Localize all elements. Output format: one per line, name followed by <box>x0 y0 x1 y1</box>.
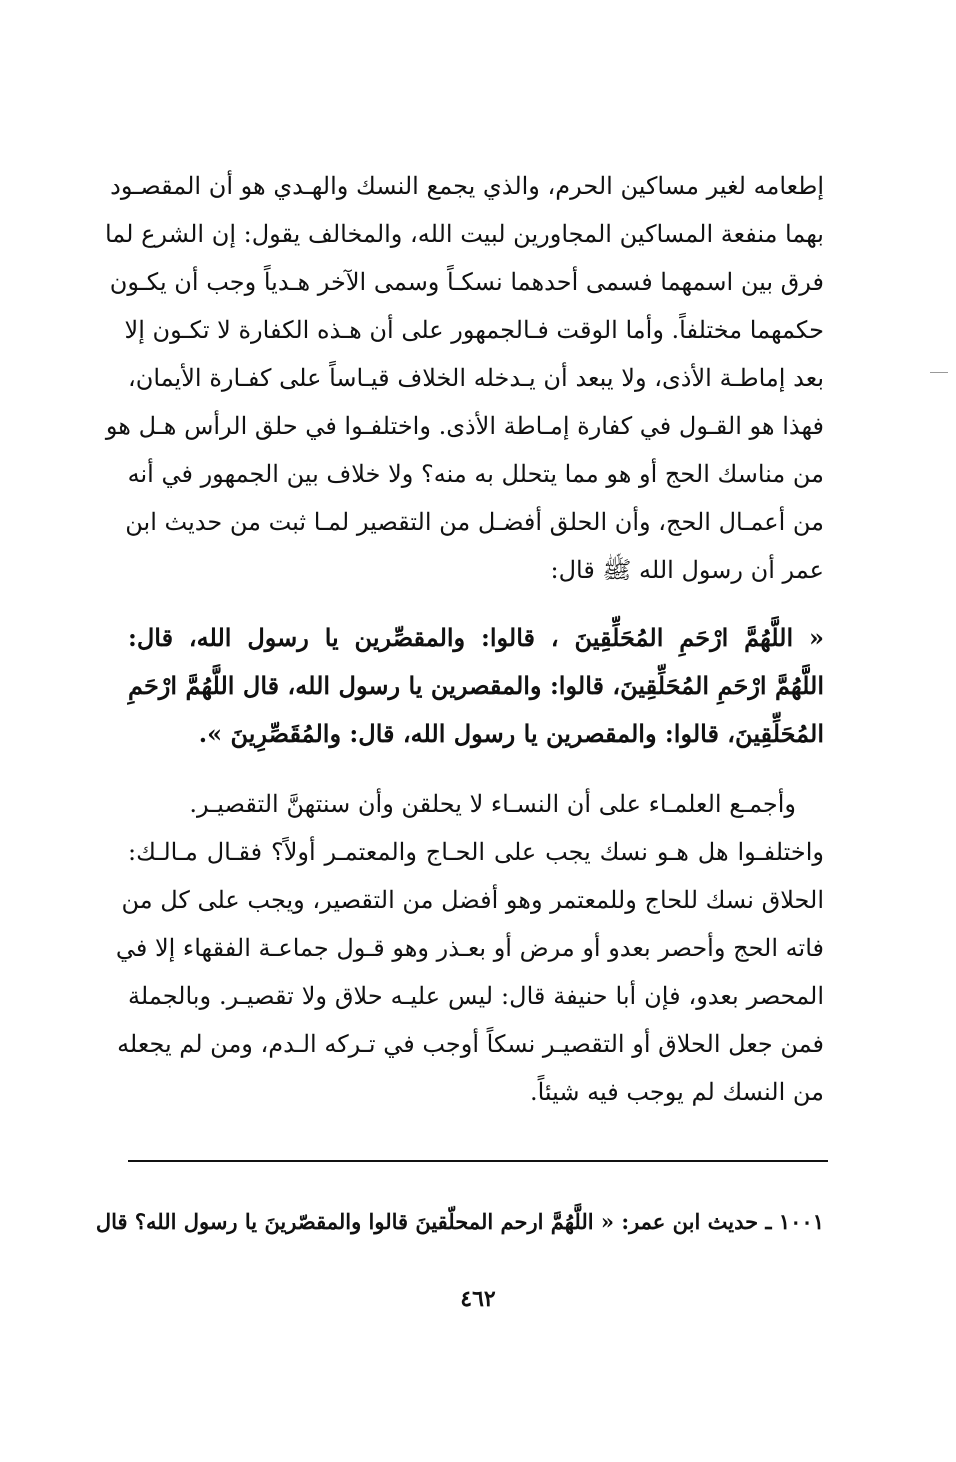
text-line: حكمهما مختلفاً. وأما الوقت فـالجمهور على أن هـذه الكفارة لا تكـون إلا <box>124 316 824 344</box>
body-paragraph-2 <box>115 780 824 1116</box>
text-line: من النسك لم يوجب فيه شيئاً. <box>529 1078 824 1106</box>
text-line: إطعامه لغير مساكين الحرم، والذي يجمع النسك والهـدي هو أن المقصـود <box>110 172 824 200</box>
text-line: بهما منفعة المساكين المجاورين لبيت الله، والمخالف يقول: إن الشرع لما <box>104 220 824 248</box>
hadith-line: المُحَلِّقِينَ، قالوا: والمقصرين يا رسول الله، قال: والمُقَصِّرِينَ ». <box>198 719 824 748</box>
text-line: فهذا هو القـول في كفارة إمـاطة الأذى. واختلفـوا في حلق الرأس هـل هو <box>105 412 824 440</box>
text-line: من مناسك الحج أو هو مما يتحلل به منه؟ ولا خلاف بين الجمهور في أنه <box>127 460 824 488</box>
text-line: واختلفـوا هل هـو نسك يجب على الحـاج والمعتمـر أولاً؟ فقـال مـالـك: <box>128 838 824 866</box>
text-line: بعد إماطـة الأذى، ولا يبعد أن يـدخله الخلاف قيـاساً على كفـارة الأيمان، <box>128 364 824 392</box>
text-line: من أعمـال الحج، وأن الحلق أفضـل من التقصير لمـا ثبت من حديث ابن <box>125 508 824 536</box>
body-paragraph-1 <box>104 162 824 594</box>
hadith-quote <box>128 614 824 758</box>
text-line: فمن جعل الحلاق أو التقصيـر نسكاً أوجب في تـركه الـدم، ومن لم يجعله <box>117 1030 824 1058</box>
page-number: ٤٦٢ <box>460 1286 496 1312</box>
margin-mark <box>930 372 948 373</box>
footnote: ١٠٠١ ـ حديث ابن عمر: « اللَّهُمَّ ارحم المحلّقينَ قالوا والمقصّرينَ يا رسول الله؟ قال <box>95 1209 824 1234</box>
text-line: فرق بين اسمهما فسمى أحدهما نسكـاً وسمى الآخر هـدياً وجب أن يكـون <box>109 268 824 296</box>
hadith-line: « اللَّهُمَّ ارْحَمِ المُحَلِّقِينَ ، قالوا: والمقصِّرين يا رسول الله، قال: <box>128 623 824 652</box>
footnote-divider <box>128 1160 828 1162</box>
text-line: الحلاق نسك للحاج وللمعتمر وهو أفضل من التقصير، ويجب على كل من <box>121 886 824 914</box>
text-line: المحصر بعدو، فإن أبا حنيفة قال: ليس عليـه حلاق ولا تقصيـر. وبالجملة <box>128 982 824 1010</box>
text-line: عمر أن رسول الله ﷺ قال: <box>550 556 824 584</box>
text-line: فاته الحج وأحصر بعدو أو مرض أو بعـذر وهو قـول جماعـة الفقهاء إلا في <box>115 934 824 962</box>
text-line: وأجمـع العلمـاء على أن النسـاء لا يحلقن وأن سنتهنَّ التقصيـر. <box>189 790 796 818</box>
hadith-line: اللَّهُمَّ ارْحَمِ المُحَلِّقِينَ، قالوا: والمقصرين يا رسول الله، قال اللَّهُمَّ ارْحَمِ <box>128 671 824 700</box>
